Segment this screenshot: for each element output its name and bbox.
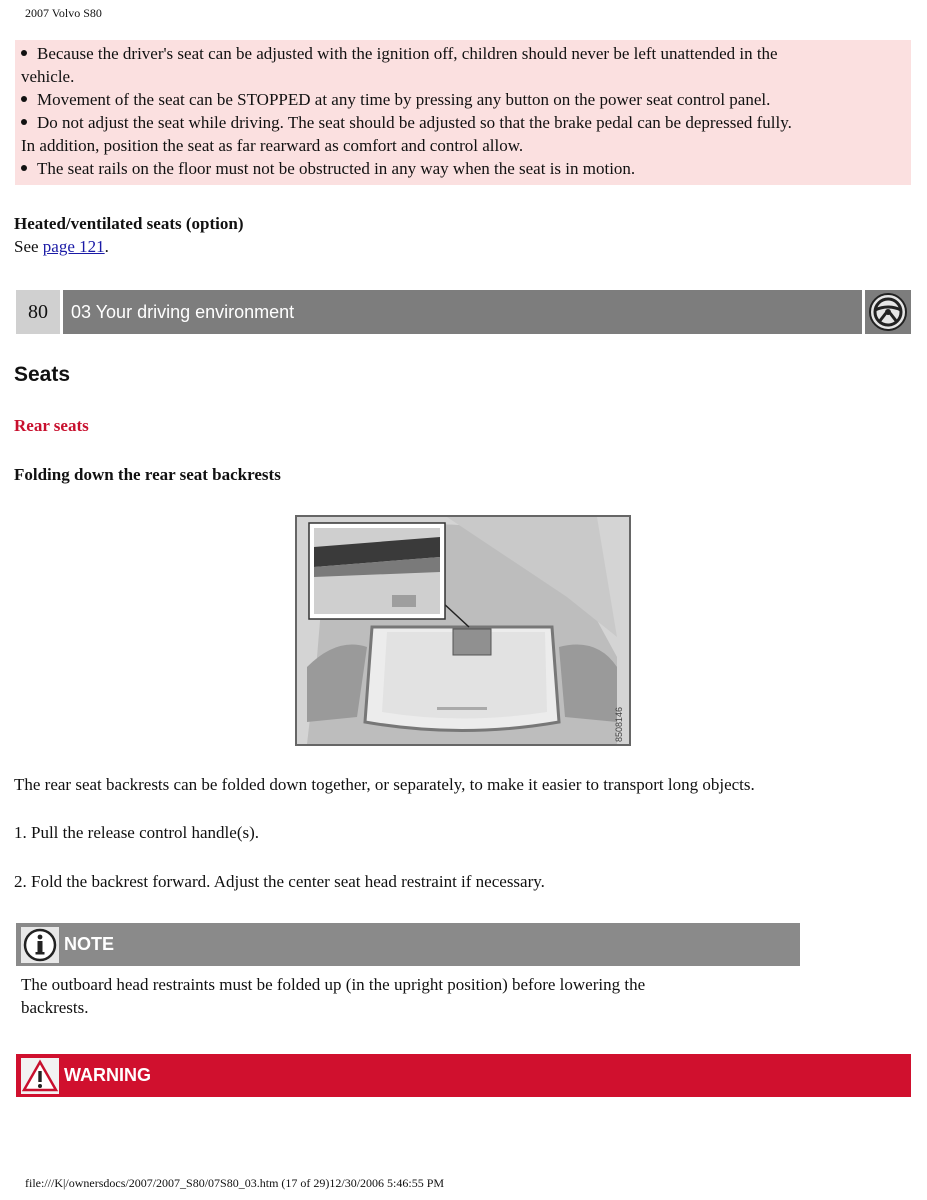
list-item-continuation: In addition, position the seat as far rearward as comfort and control allow. xyxy=(21,136,524,155)
steering-wheel-icon xyxy=(868,292,908,332)
warning-label: WARNING xyxy=(64,1065,151,1085)
chapter-title: 03 Your driving environment xyxy=(71,301,295,322)
heated-seats-heading: Heated/ventilated seats (option) xyxy=(14,214,244,233)
document-header: 2007 Volvo S80 xyxy=(25,6,102,20)
see-suffix: . xyxy=(104,237,109,256)
rear-seats-heading: Rear seats xyxy=(14,416,89,435)
file-path-footer: file:///K|/ownersdocs/2007/2007_S80/07S80_03.htm (17 of 29)12/30/2006 5:46:55 PM xyxy=(25,1176,445,1190)
folding-backrests-heading: Folding down the rear seat backrests xyxy=(14,465,281,484)
list-item-continuation: vehicle. xyxy=(21,67,75,86)
bullet-icon xyxy=(21,165,27,171)
note-text xyxy=(21,973,645,1019)
list-item: Movement of the seat can be STOPPED at any time by pressing any button on the power seat control panel. xyxy=(21,89,770,111)
seat-warning-box xyxy=(15,40,911,185)
step-2: 2. Fold the backrest forward. Adjust the center seat head restraint if necessary. xyxy=(14,872,545,891)
page-121-link[interactable]: page 121 xyxy=(42,237,105,256)
note-bar xyxy=(16,923,800,966)
bullet-icon xyxy=(21,96,27,102)
bullet-icon xyxy=(21,119,27,125)
list-item: Do not adjust the seat while driving. The seat should be adjusted so that the brake pedal can be depressed fully. xyxy=(21,112,792,134)
bullet-icon xyxy=(21,50,27,56)
rear-trunk-illustration xyxy=(295,515,631,746)
see-prefix: See xyxy=(14,237,43,256)
list-item: Because the driver's seat can be adjusted with the ignition off, children should never be left unattended in the xyxy=(21,43,778,65)
figure-code: 8508146 xyxy=(614,706,624,742)
intro-paragraph: The rear seat backrests can be folded down together, or separately, to make it easier to transport long objects. xyxy=(14,775,755,794)
note-label: NOTE xyxy=(64,934,115,954)
note-line: backrests. xyxy=(21,998,89,1017)
chapter-icon-box xyxy=(865,290,911,334)
warning-triangle-icon xyxy=(20,1057,60,1095)
list-item: The seat rails on the floor must not be obstructed in any way when the seat is in motion. xyxy=(21,158,635,180)
see-page-reference xyxy=(14,237,109,257)
note-line: The outboard head restraints must be folded up (in the upright position) before lowering the xyxy=(21,975,646,994)
info-icon xyxy=(20,926,60,964)
chapter-title-bar xyxy=(63,290,862,334)
seats-heading: Seats xyxy=(14,363,71,386)
page-number: 80 xyxy=(16,290,60,334)
warning-bar xyxy=(16,1054,911,1097)
step-1: 1. Pull the release control handle(s). xyxy=(14,823,260,842)
